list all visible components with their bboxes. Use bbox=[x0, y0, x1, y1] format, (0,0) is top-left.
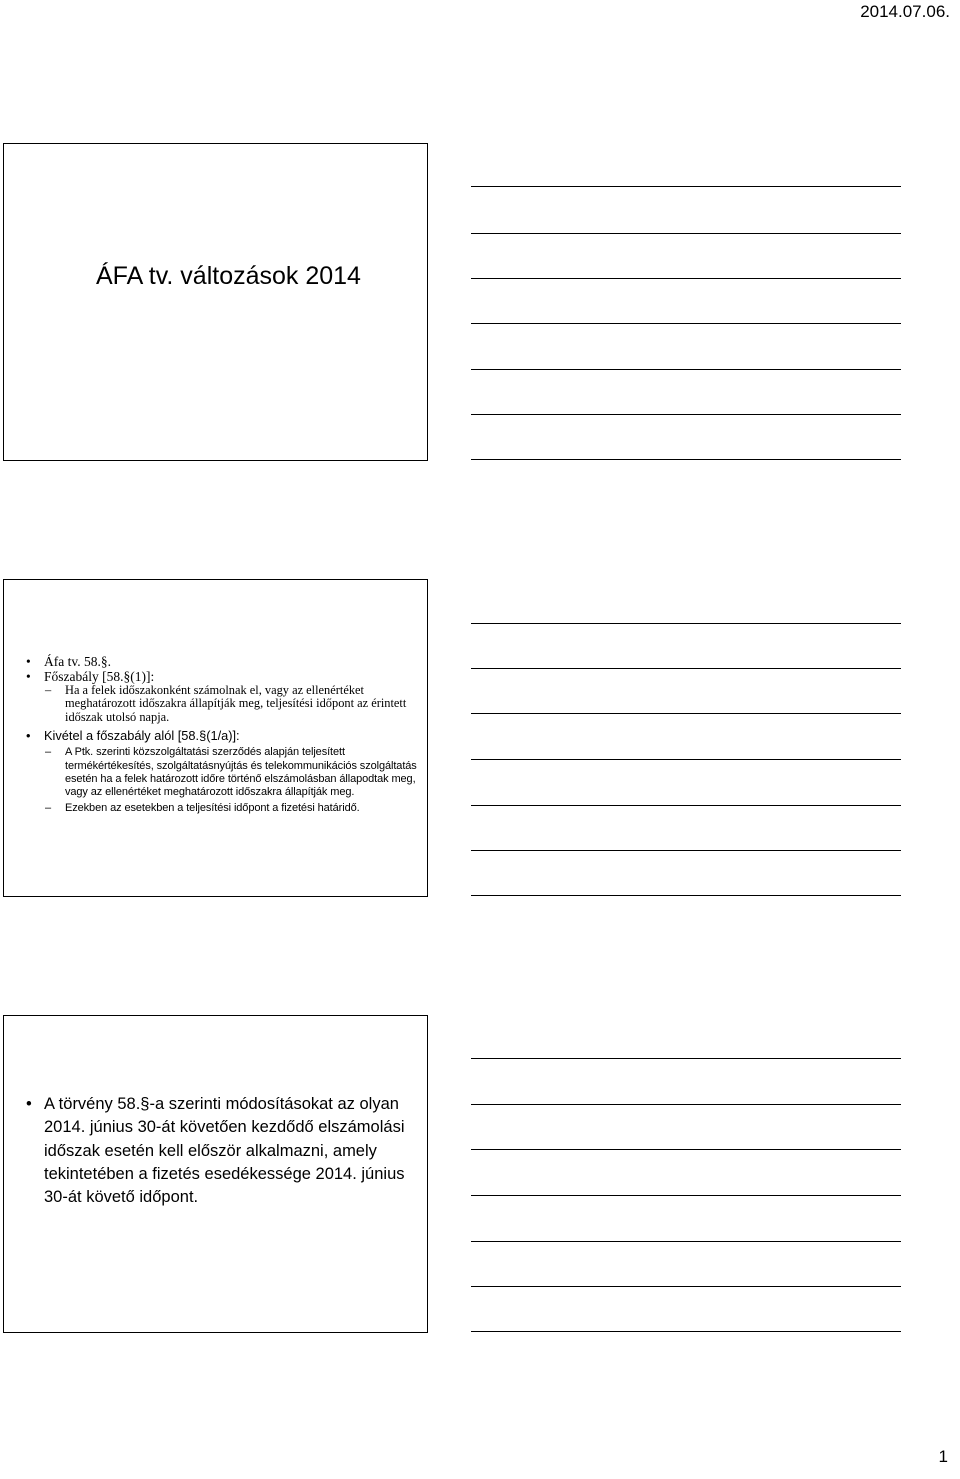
slide-1 bbox=[3, 143, 428, 461]
bullet-foszabaly: • Főszabály [58.§(1)]: bbox=[26, 669, 417, 684]
slide-2 bbox=[3, 579, 428, 897]
slide-1-title: ÁFA tv. változások 2014 bbox=[96, 262, 361, 290]
header-date: 2014.07.06. bbox=[860, 2, 950, 21]
sub-bullet-foszabaly-detail: – Ha a felek időszakonként számolnak el, vagy az ellenértéket meghatározott időszakra állapítják meg, teljesítési időpont az érintett időszak utolsó napja. bbox=[26, 684, 417, 724]
slide-3-content bbox=[26, 1093, 417, 1209]
slide-3 bbox=[3, 1015, 428, 1333]
sub-bullet-ptk: – A Ptk. szerinti közszolgáltatási szerződés alapján teljesített termékértékesítés, szolgáltatásnyújtás és telekommunikációs szolgáltatás esetén ha a felek határozott időre történő elszámolásban állapodtak meg, vagy az ellenértéket meghatározott időszakra állapítják meg. bbox=[26, 746, 417, 799]
bullet-kivetel: • Kivétel a főszabály alól [58.§(1/a)]: bbox=[26, 728, 417, 743]
sub-bullet-teljesitesi-idopont: – Ezekben az esetekben a teljesítési időpont a fizetési határidő. bbox=[26, 802, 417, 815]
page-number: 1 bbox=[938, 1447, 948, 1466]
bullet-afa-tv: • Áfa tv. 58.§. bbox=[26, 654, 417, 669]
bullet-torveny-modositasok: • A törvény 58.§-a szerinti módosításokat az olyan 2014. június 30-át követően kezdődő elszámolási időszak esetén kell először alkalmazni, amely tekintetében a fizetés esedékessége 2014. június 30-át követő időpont. bbox=[26, 1093, 417, 1209]
slide-2-content bbox=[26, 654, 417, 816]
